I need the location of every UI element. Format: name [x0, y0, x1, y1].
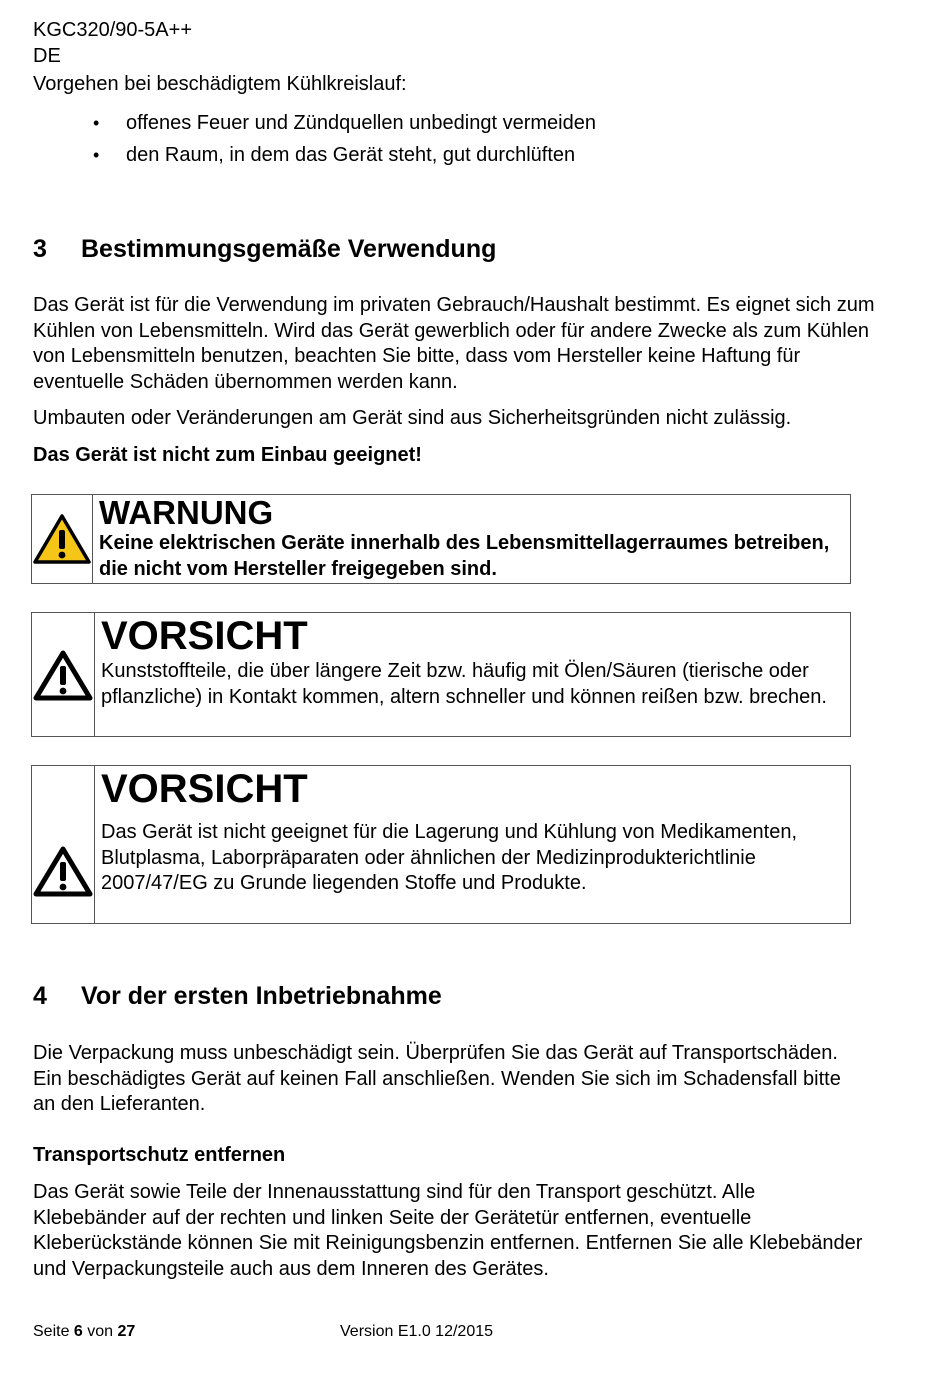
modification-paragraph: Umbauten oder Veränderungen am Gerät sind aus Sicherheitsgründen nicht zulässig.	[33, 407, 792, 429]
warning-title: WARNUNG	[99, 494, 274, 531]
section-number: 3	[33, 235, 47, 263]
section-number: 4	[33, 982, 47, 1010]
caution-icon-cell	[32, 613, 95, 736]
yellow-warning-triangle-icon	[32, 513, 92, 565]
page-of: von	[87, 1323, 114, 1340]
page-number	[33, 1322, 135, 1342]
caution-text: Das Gerät ist nicht geeignet für die Lagerung und Kühlung von Medikamenten, Blutplasma, Laborpräparaten oder ähnlichen der Medizinprodukterichtlinie 2007/47/EG zu Grunde liegenden Stoffe und Produkte.	[101, 821, 797, 894]
caution-icon-cell	[32, 766, 95, 923]
model-number: KGC320/90-5A++	[33, 19, 192, 41]
version-info: Version E1.0 12/2015	[340, 1323, 494, 1340]
warning-text-cell	[93, 495, 850, 583]
caution-box-2	[31, 765, 851, 924]
transport-protection-paragraph: Das Gerät sowie Teile der Innenausstattung sind für den Transport geschützt. Alle Klebebänder auf der rechten und linken Seite der Gerätetür entfernen, eventuelle Kleberückstände können Sie mit Reinigungsbenzin entfernen. Entfernen Sie alle Klebebänder und Verpackungsteile auch aus dem Inneren des Gerätes.	[33, 1181, 863, 1280]
page-total: 27	[117, 1323, 136, 1340]
warning-box	[31, 494, 851, 584]
language-code: DE	[33, 45, 61, 67]
warning-triangle-icon	[32, 845, 94, 897]
warning-icon-cell	[32, 495, 93, 583]
caution-text: Kunststoffteile, die über längere Zeit bzw. häufig mit Ölen/Säuren (tierische oder pflanzliche) in Kontakt kommen, altern schneller und können reißen bzw. brechen.	[101, 660, 827, 708]
caution-text-cell	[95, 766, 850, 923]
section-4-heading	[33, 981, 442, 1011]
list-item: • offenes Feuer und Zündquellen unbedingt vermeiden	[93, 107, 596, 139]
precaution-list	[93, 107, 596, 171]
list-item: • den Raum, in dem das Gerät steht, gut durchlüften	[93, 139, 596, 171]
caution-title: VORSICHT	[101, 614, 308, 658]
section-3-heading	[33, 234, 496, 264]
damaged-circuit-intro: Vorgehen bei beschädigtem Kühlkreislauf:	[33, 73, 407, 95]
section-title: Bestimmungsgemäße Verwendung	[81, 235, 497, 263]
caution-text-cell	[95, 613, 850, 736]
warning-triangle-icon	[32, 649, 94, 701]
page-word: Seite	[33, 1323, 70, 1340]
packaging-paragraph: Die Verpackung muss unbeschädigt sein. Überprüfen Sie das Gerät auf Transportschäden. Ein beschädigtes Gerät auf keinen Fall anschließen. Wenden Sie sich im Schadensfall bitte an den Lieferanten.	[33, 1042, 841, 1115]
page-current: 6	[73, 1323, 83, 1340]
transport-protection-subheading: Transportschutz entfernen	[33, 1144, 286, 1166]
section-title: Vor der ersten Inbetriebnahme	[81, 982, 442, 1010]
caution-title: VORSICHT	[101, 767, 308, 811]
not-built-in-notice: Das Gerät ist nicht zum Einbau geeignet!	[33, 444, 422, 466]
caution-box-1	[31, 612, 851, 737]
intended-use-paragraph: Das Gerät ist für die Verwendung im privaten Gebrauch/Haushalt bestimmt. Es eignet sich zum Kühlen von Lebensmitteln. Wird das Gerät gewerblich oder für andere Zwecke als zum Kühlen von Lebensmitteln benutzen, beachten Sie bitte, dass vom Hersteller keine Haftung für eventuelle Schäden übernommen werden kann.	[33, 294, 875, 393]
warning-text: Keine elektrischen Geräte innerhalb des Lebensmittellagerraumes betreiben, die nicht vom Hersteller freigegeben sind.	[99, 532, 830, 580]
